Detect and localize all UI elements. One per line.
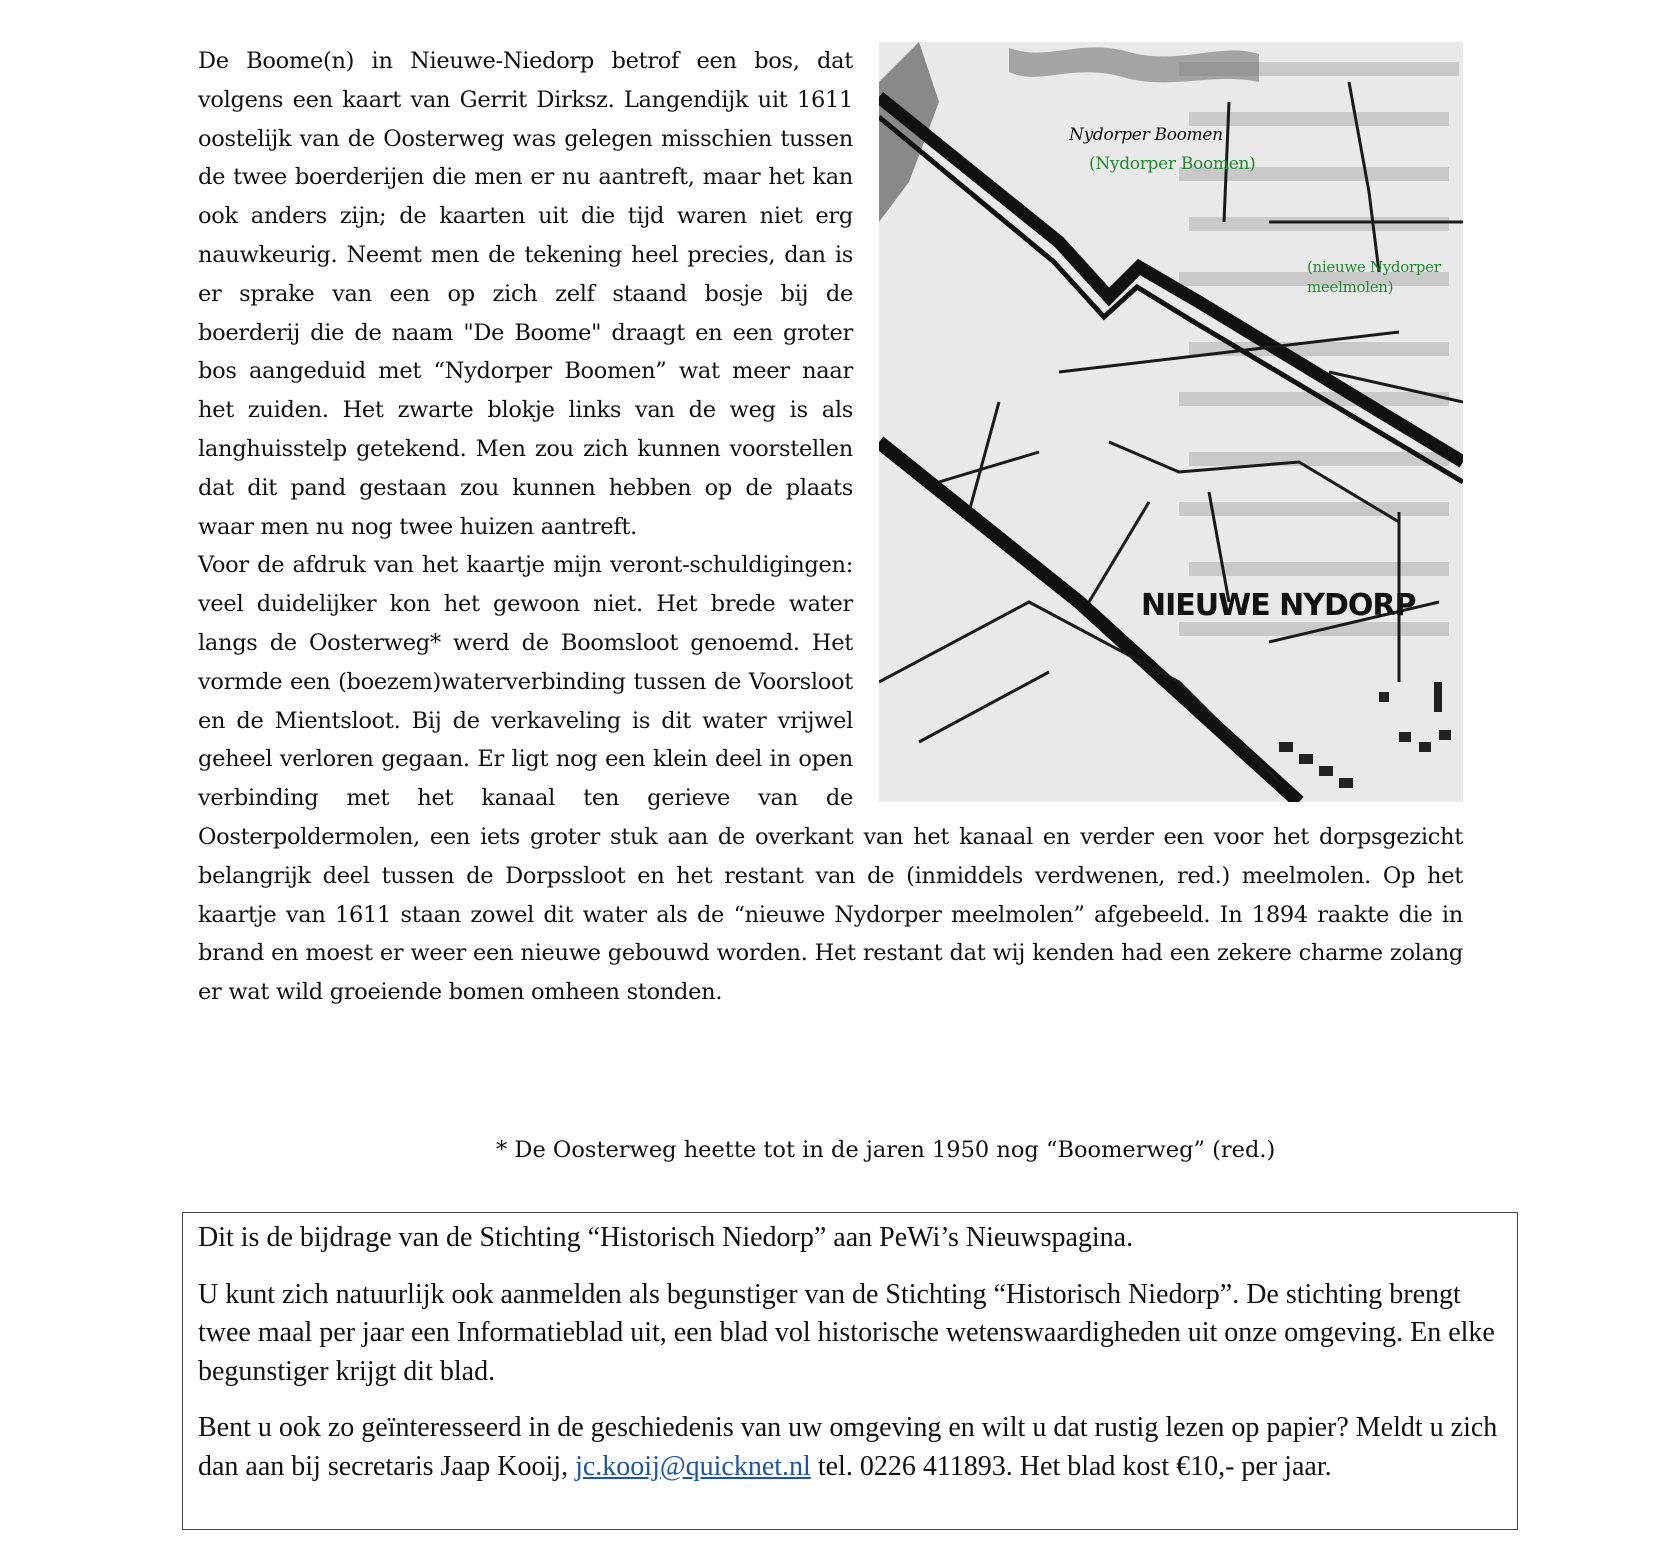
village-buildings — [1279, 682, 1451, 788]
info-box-paragraph-3 — [198, 1409, 1503, 1486]
info-box-paragraph-2: U kunt zich natuurlijk ook aanmelden als begunstiger van de Stichting “Historisch Niedorp”. De stichting brengt twee maal per jaar een Informatieblad uit, een blad vol historische wetenswaardigheden uit onze omgeving. En elke begunstiger krijgt dit blad. — [198, 1278, 1495, 1387]
email-link[interactable]: jc.kooij@quicknet.nl — [575, 1450, 811, 1482]
historic-map-image — [879, 42, 1463, 802]
article — [198, 42, 1463, 1012]
cartouche-shape — [1009, 47, 1259, 82]
article-paragraph-1: De Boome(n) in Nieuwe-Niedorp betrof een bos, dat volgens een kaart van Gerrit Dirksz. Langendijk uit 1611 oostelijk van de Oosterweg was gelegen misschien tussen de twee boerderijen die men er nu aantreft, maar het kan ook anders zijn; de kaarten uit die tijd waren niet erg nauwkeurig. Neemt men de tekening heel precies, dan is er sprake van een op zich zelf staand bosje bij de boerderij die de naam "De Boome" draagt en een groter bos aangeduid met “Nydorper Boomen” wat meer naar het zuiden. Het zwarte blokje links van de weg is als langhuisstelp getekend. Men zou zich kunnen voorstellen dat dit pand gestaan zou kunnen hebben op de plaats waar men nu nog twee huizen aantreft. — [198, 48, 853, 540]
map-village-label: NIEUWE NYDORP — [1141, 588, 1416, 623]
article-paragraph-2: Voor de afdruk van het kaartje mijn veront-schuldigingen: veel duidelijker kon het gewoon niet. Het brede water langs de Oosterweg* werd de Boomsloot genoemd. Het vormde een (boezem)waterverbinding tussen de Voorsloot en de Mientsloot. Bij de verkaveling is dit water vrijwel geheel verloren gegaan. Er ligt nog een klein deel in open verbinding met het kanaal ten gerieve van de Oosterpoldermolen, een iets groter stuk aan de overkant van het kanaal en verder een voor het dorpsgezicht belangrijk deel tussen de Dorpssloot en het restant van de (inmiddels verdwenen, red.) meelmolen. Op het kaartje van 1611 staan zowel dit water als de “nieuwe Nydorper meelmolen” afgebeeld. In 1894 raakte die in brand en moest er weer een nieuwe gebouwd worden. Het restant dat wij kenden had een zekere charme zolang er wat wild groeiende bomen omheen stonden. — [198, 552, 1463, 1006]
map-green-label-mill-1: (nieuwe Nydorper — [1307, 258, 1441, 276]
info-box-line-1: Dit is de bijdrage van de Stichting “Historisch Niedorp” aan PeWi’s Nieuwspagina. — [198, 1222, 1134, 1253]
map-green-label-mill-2: meelmolen) — [1307, 278, 1394, 296]
info-box-paragraph-3-start: Bent u ook zo geïnteresseerd in de geschiedenis van uw omgeving en wilt u dat rustig lezen op papier? Meldt u zich dan aan bij secretaris Jaap Kooij, — [198, 1412, 1498, 1482]
map-green-label-boomen: (Nydorper Boomen) — [1089, 154, 1256, 174]
info-box-paragraph-3-end: tel. 0226 411893. Het blad kost €10,- per jaar. — [810, 1450, 1332, 1482]
footnote: * De Oosterweg heette tot in de jaren 1950 nog “Boomerweg” (red.) — [496, 1137, 1276, 1163]
map-handwritten-label: Nydorper Boomen — [1069, 125, 1223, 145]
map-drawing — [879, 42, 1463, 802]
info-box — [182, 1212, 1518, 1530]
